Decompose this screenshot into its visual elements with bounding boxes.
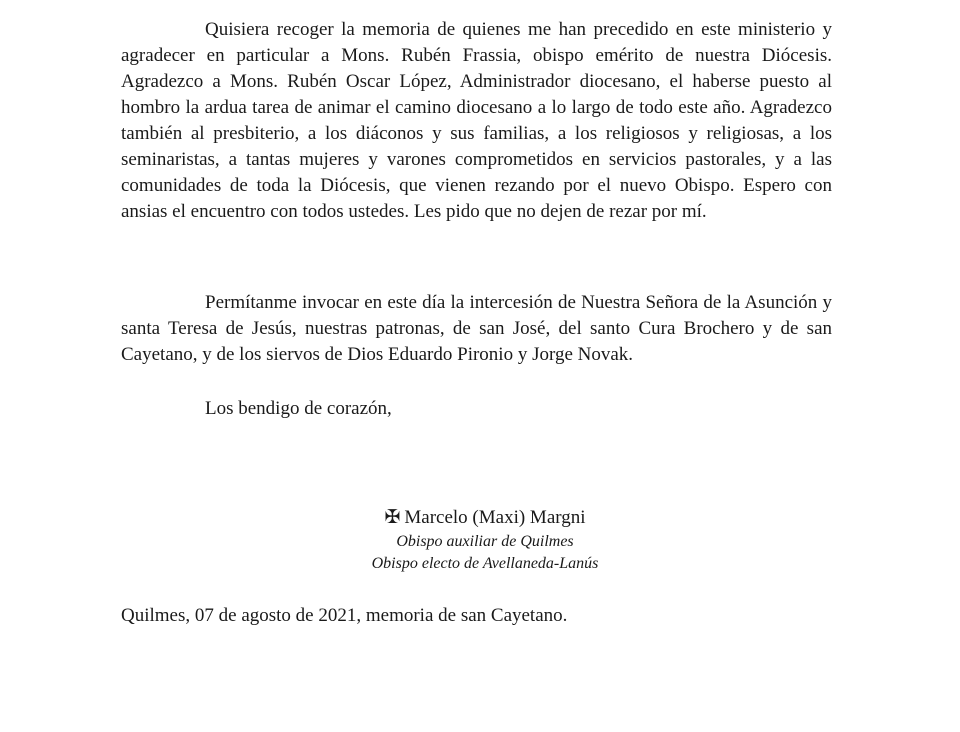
signer-role-auxiliary: Obispo auxiliar de Quilmes [396, 533, 574, 550]
cross-icon: ✠ [384, 507, 401, 528]
closing-line: Los bendigo de corazón, [205, 398, 392, 419]
signer-role-elect: Obispo electo de Avellaneda-Lanús [371, 555, 599, 572]
paragraph-invocation: Permítanme invocar en este día la intercesión de Nuestra Señora de la Asunción y santa Teresa de Jesús, nuestras patronas, de san José, del santo Cura Brochero y de san Cayetano, y de los siervos de Dios Eduardo Pironio y Jorge Novak. [121, 292, 832, 365]
signature-block [300, 505, 670, 575]
place-and-date: Quilmes, 07 de agosto de 2021, memoria de san Cayetano. [121, 605, 568, 626]
signer-name: Marcelo (Maxi) Margni [404, 507, 586, 528]
signer-name-line [300, 505, 670, 531]
paragraph-gratitude: Quisiera recoger la memoria de quienes me han precedido en este ministerio y agradecer en particular a Mons. Rubén Frassia, obispo emérito de nuestra Diócesis. Agradezco a Mons. Rubén Oscar López, Administrador diocesano, el haberse puesto al hombro la ardua tarea de animar el camino diocesano a lo largo de todo este año. Agradezco también al presbiterio, a los diáconos y sus familias, a los religiosos y religiosas, a los seminaristas, a tantas mujeres y varones comprometidos en servicios pastorales, y a las comunidades de toda la Diócesis, que vienen rezando por el nuevo Obispo. Espero con ansias el encuentro con todos ustedes. Les pido que no dejen de rezar por mí. [121, 19, 832, 222]
